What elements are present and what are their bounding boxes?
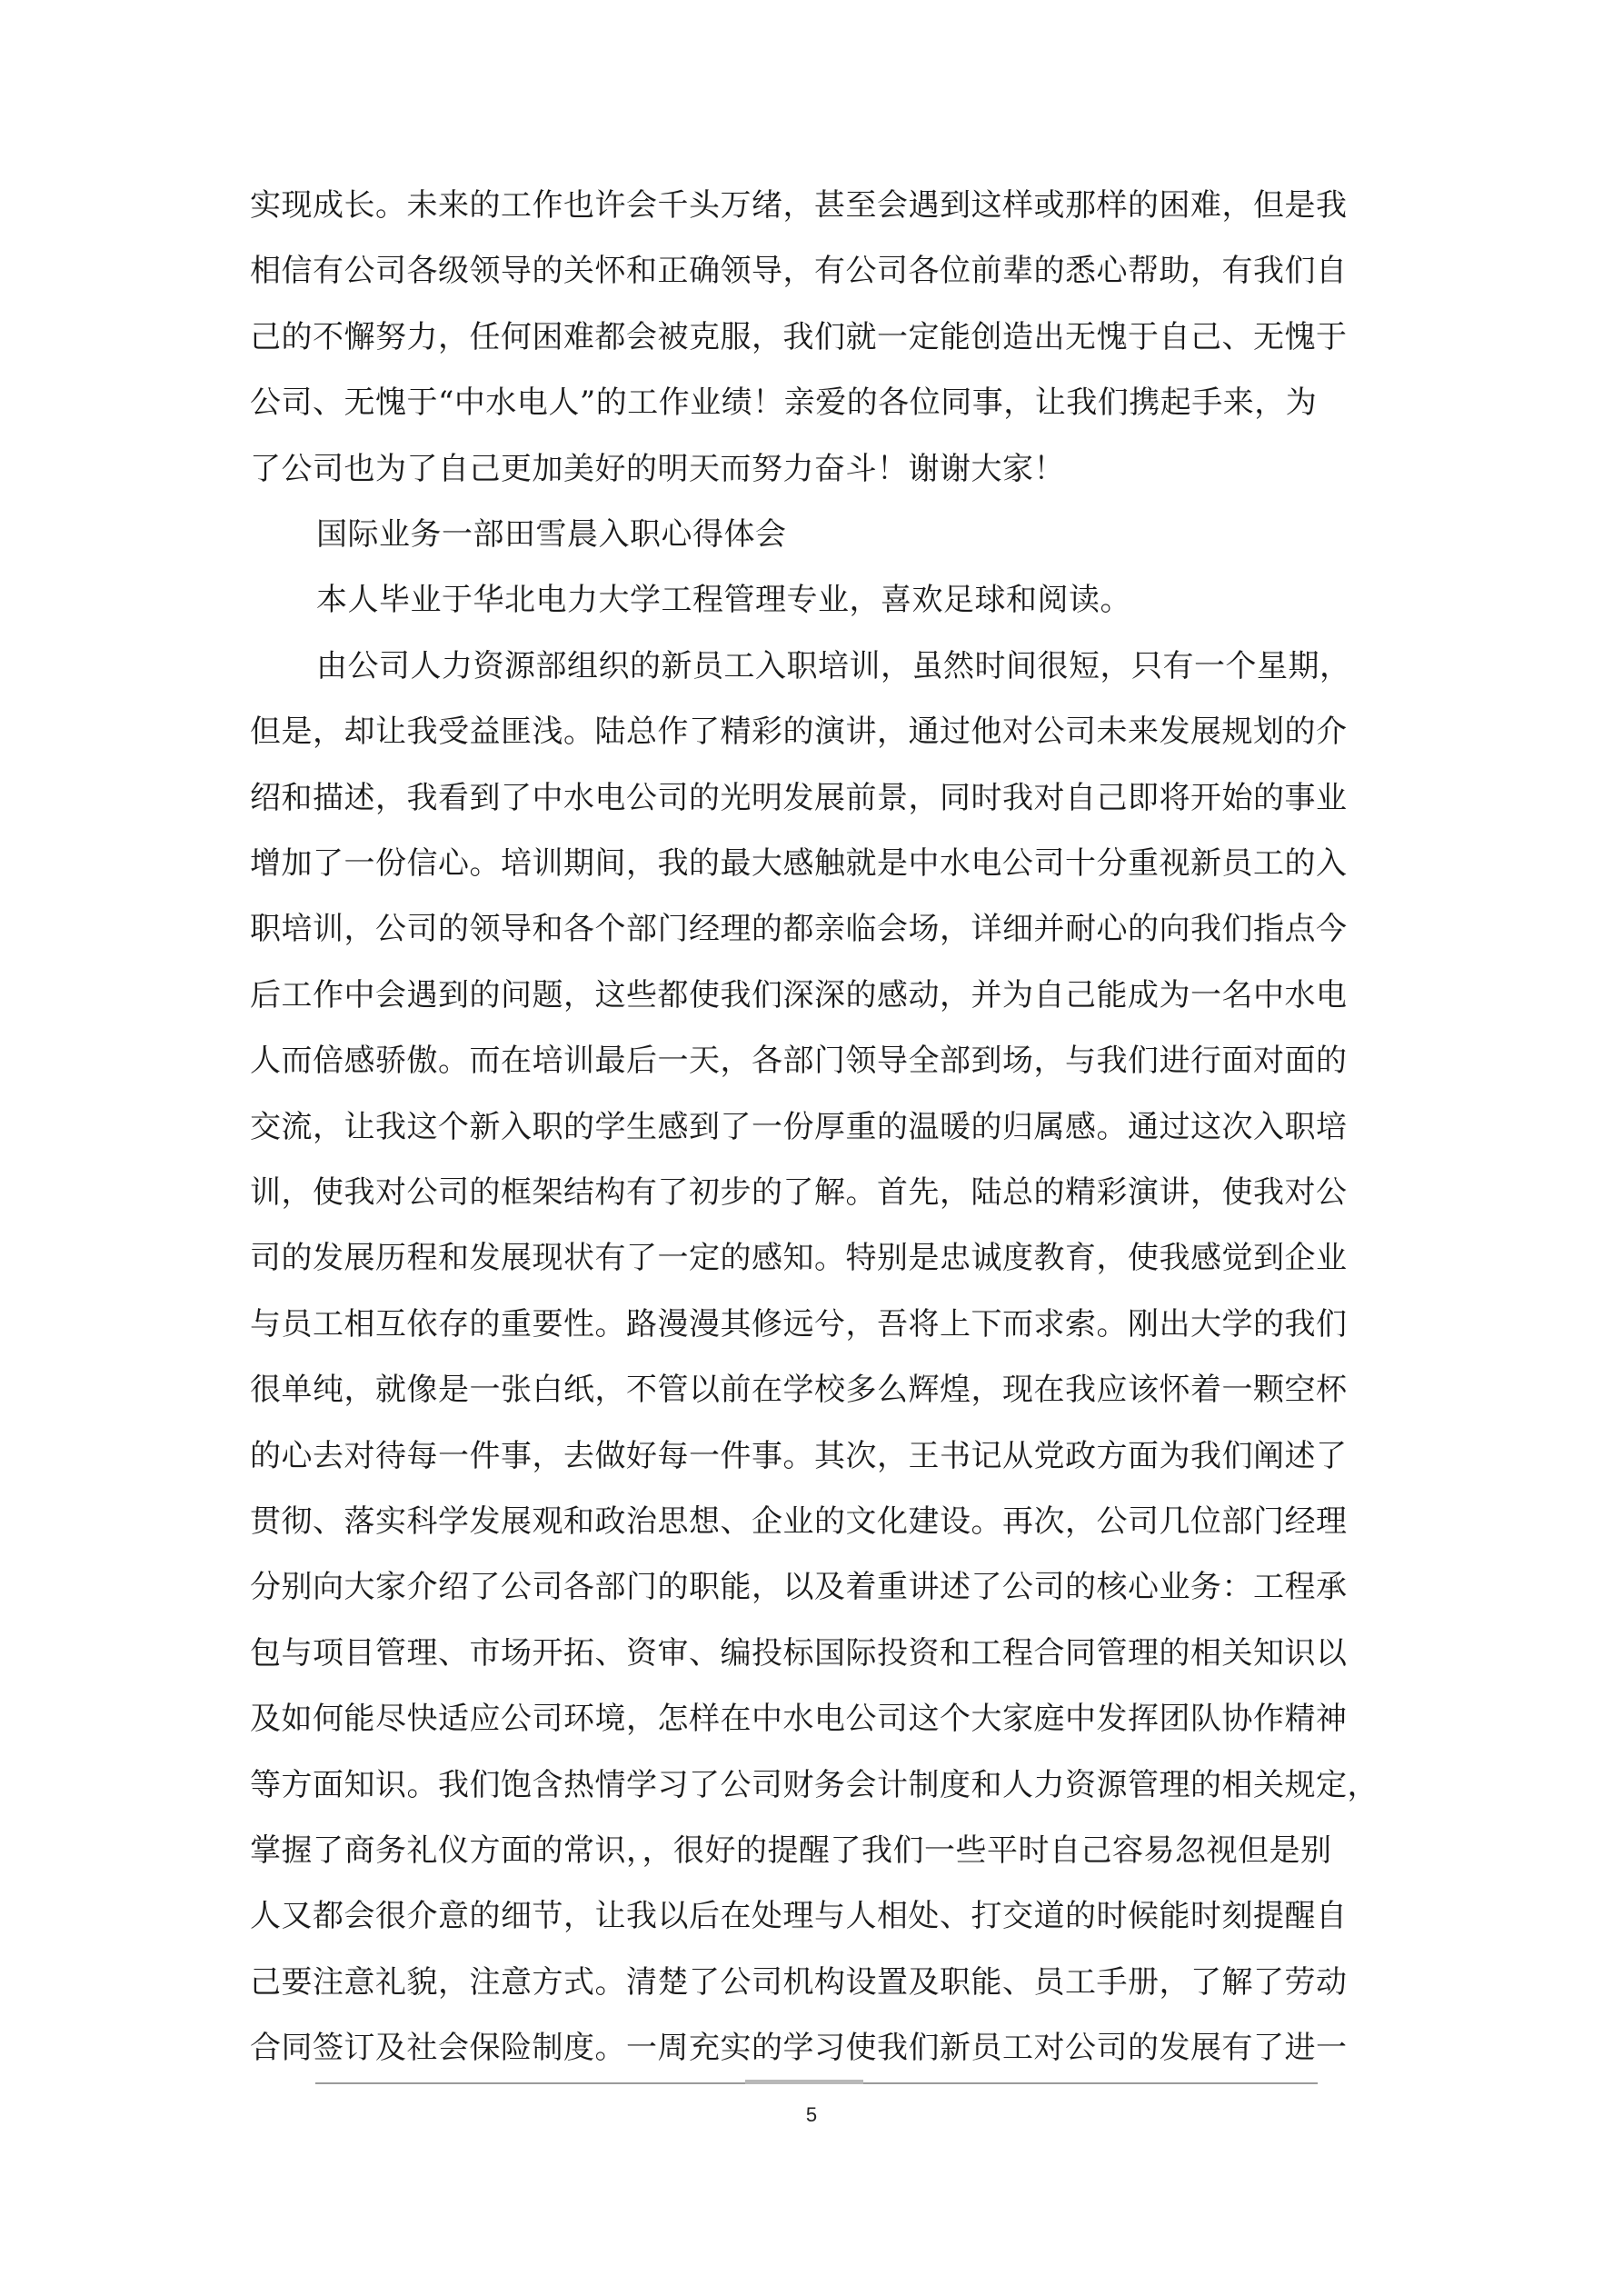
text-line: 人而倍感骄傲。而在培训最后一天，各部门领导全部到场，与我们进行面对面的	[250, 1043, 1348, 1080]
text-line: 及如何能尽快适应公司环境，怎样在中水电公司这个大家庭中发挥团队协作精神	[250, 1701, 1348, 1738]
text-line: 己要注意礼貌，注意方式。清楚了公司机构设置及职能、员工手册，了解了劳动	[250, 1963, 1348, 2001]
text-line: 本人毕业于华北电力大学工程管理专业，喜欢足球和阅读。	[316, 582, 1131, 619]
text-line: 由公司人力资源部组织的新员工入职培训，虽然时间很短，只有一个星期，	[316, 647, 1351, 684]
text-line: 与员工相互依存的重要性。路漫漫其修远兮，吾将上下而求索。刚出大学的我们	[250, 1305, 1348, 1343]
text-line: 的心去对待每一件事，去做好每一件事。其次，王书记从党政方面为我们阐述了	[250, 1437, 1348, 1474]
section-heading: 国际业务一部田雪晨入职心得体会	[316, 516, 787, 553]
text-line: 包与项目管理、市场开拓、资审、编投标国际投资和工程合同管理的相关知识以	[250, 1634, 1348, 1672]
text-line: 训，使我对公司的框架结构有了初步的了解。首先，陆总的精彩演讲，使我对公	[250, 1174, 1348, 1211]
text-line: 己的不懈努力，任何困难都会被克服，我们就一定能创造出无愧于自己、无愧于	[250, 318, 1348, 355]
text-line: 掌握了商务礼仪方面的常识，，很好的提醒了我们一些平时自己容易忽视但是别	[250, 1832, 1332, 1869]
text-line: 交流，让我这个新入职的学生感到了一份厚重的温暖的归属感。通过这次入职培	[250, 1108, 1348, 1145]
footer-divider-ornament	[745, 2080, 863, 2084]
text-line: 相信有公司各级领导的关怀和正确领导，有公司各位前辈的悉心帮助，有我们自	[250, 253, 1348, 290]
text-line: 实现成长。未来的工作也许会千头万绪，甚至会遇到这样或那样的困难，但是我	[250, 187, 1348, 224]
text-line: 合同签订及社会保险制度。一周充实的学习使我们新员工对公司的发展有了进一	[250, 2030, 1348, 2067]
text-line: 很单纯，就像是一张白纸，不管以前在学校多么辉煌，现在我应该怀着一颗空杯	[250, 1372, 1348, 1409]
text-line: 公司、无愧于“中水电人”的工作业绩！亲爱的各位同事，让我们携起手来，为	[250, 384, 1318, 422]
text-line: 等方面知识。我们饱含热情学习了公司财务会计制度和人力资源管理的相关规定，	[250, 1766, 1379, 1803]
text-line: 司的发展历程和发展现状有了一定的感知。特别是忠诚度教育，使我感觉到企业	[250, 1240, 1348, 1277]
text-line: 职培训，公司的领导和各个部门经理的都亲临会场，详细并耐心的向我们指点今	[250, 911, 1348, 948]
text-line: 分别向大家介绍了公司各部门的职能，以及着重讲述了公司的核心业务：工程承	[250, 1569, 1348, 1606]
text-line: 人又都会很介意的细节，让我以后在处理与人相处、打交道的时候能时刻提醒自	[250, 1898, 1348, 1935]
text-line: 贯彻、落实科学发展观和政治思想、企业的文化建设。再次，公司几位部门经理	[250, 1503, 1348, 1540]
text-line: 绍和描述，我看到了中水电公司的光明发展前景，同时我对自己即将开始的事业	[250, 779, 1348, 816]
page-number: 5	[805, 2103, 818, 2126]
text-line: 但是，却让我受益匪浅。陆总作了精彩的演讲，通过他对公司未来发展规划的介	[250, 714, 1348, 751]
text-line: 增加了一份信心。培训期间，我的最大感触就是中水电公司十分重视新员工的入	[250, 845, 1348, 882]
text-line: 了公司也为了自己更加美好的明天而努力奋斗！谢谢大家！	[250, 450, 1065, 487]
text-line: 后工作中会遇到的问题，这些都使我们深深的感动，并为自己能成为一名中水电	[250, 976, 1348, 1013]
